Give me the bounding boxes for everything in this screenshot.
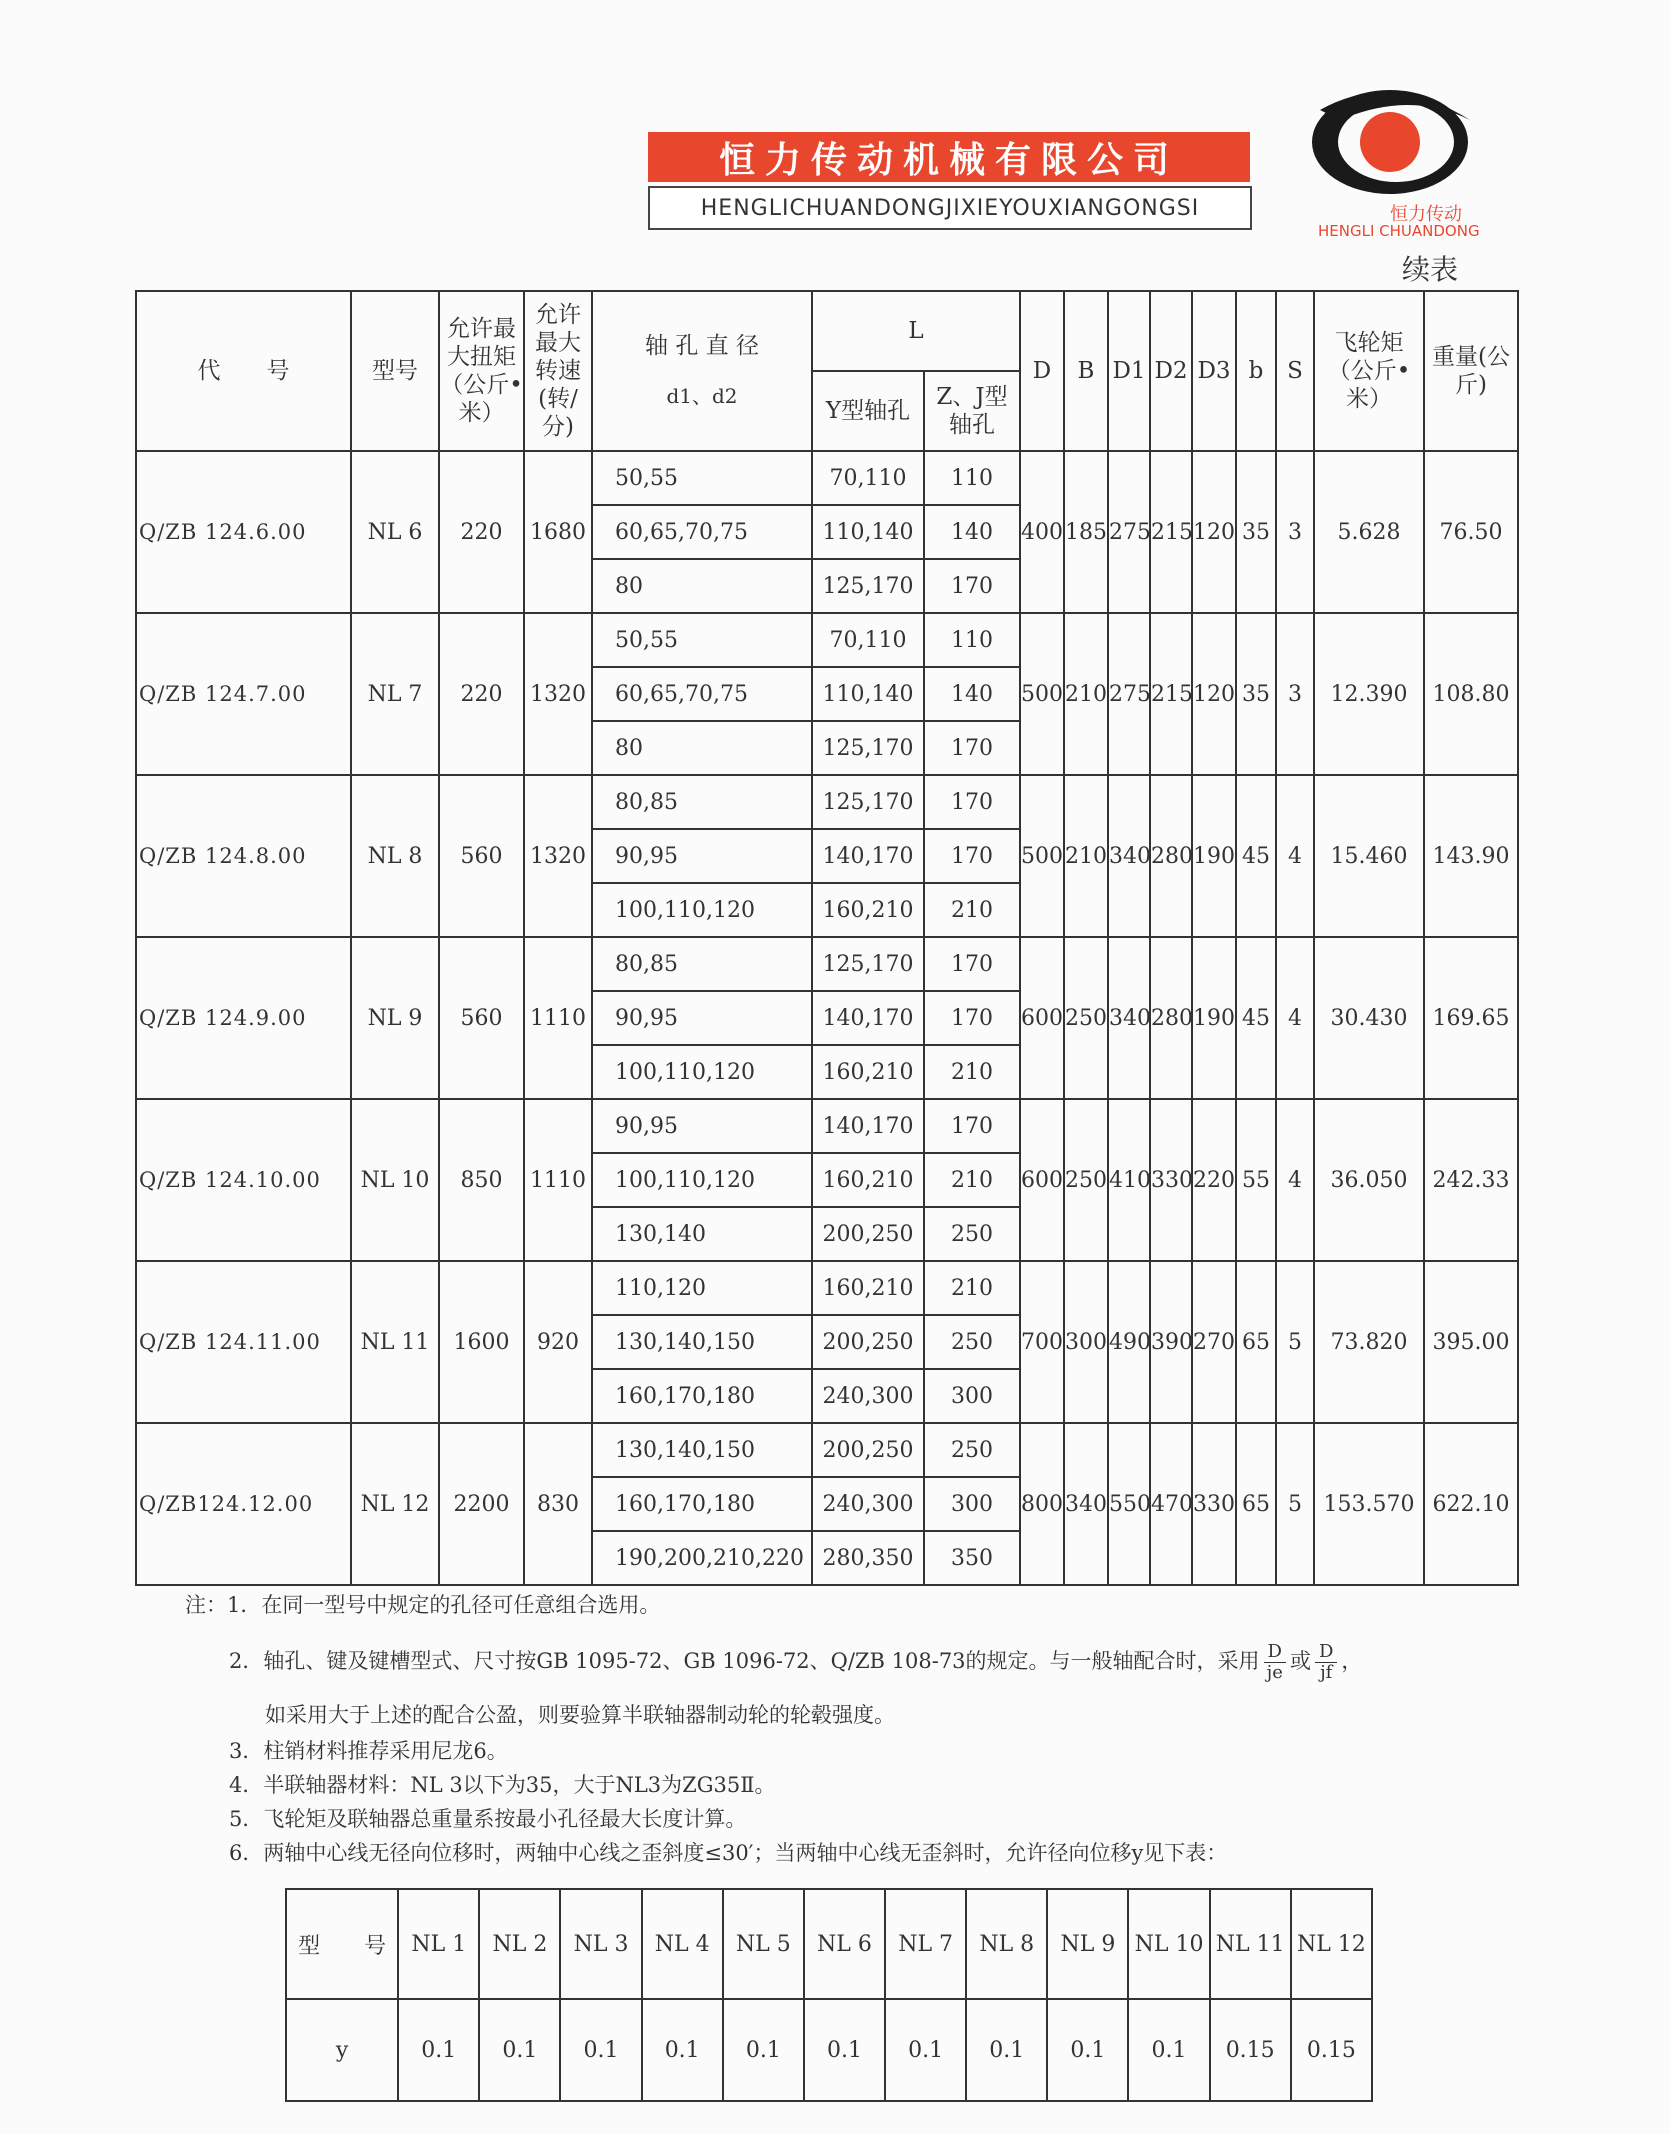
ytable-model: NL 10: [1128, 1889, 1209, 1999]
col-D1: D1: [1108, 291, 1150, 451]
ytable-model: NL 3: [560, 1889, 641, 1999]
cell-S: 5: [1276, 1423, 1314, 1585]
cell-code: Q/ZB 124.8.00: [136, 775, 351, 937]
cell-speed: 1110: [524, 937, 592, 1099]
cell-flywheel: 153.570: [1314, 1423, 1424, 1585]
cell-bore: 50,55: [592, 451, 812, 505]
col-flywheel: 飞轮矩（公斤•米）: [1314, 291, 1424, 451]
cell-bore: 160,170,180: [592, 1369, 812, 1423]
cell-D2: 280: [1150, 775, 1192, 937]
ytable-model: NL 2: [479, 1889, 560, 1999]
ytable-model: NL 11: [1210, 1889, 1291, 1999]
cell-L-zj: 210: [924, 1045, 1020, 1099]
cell-L-zj: 210: [924, 883, 1020, 937]
table-row: [136, 937, 1518, 991]
cell-B: 250: [1064, 1099, 1108, 1261]
cell-D: 500: [1020, 613, 1064, 775]
cell-L-zj: 300: [924, 1477, 1020, 1531]
ytable-value: 0.1: [1047, 1999, 1128, 2101]
cell-bore: 50,55: [592, 613, 812, 667]
cell-L-y: 160,210: [812, 1045, 924, 1099]
cell-bore: 60,65,70,75: [592, 667, 812, 721]
cell-weight: 108.80: [1424, 613, 1518, 775]
cell-L-zj: 170: [924, 559, 1020, 613]
col-speed: 允许最大转速(转/分): [524, 291, 592, 451]
cell-D3: 120: [1192, 451, 1236, 613]
cell-S: 4: [1276, 775, 1314, 937]
cell-D2: 215: [1150, 451, 1192, 613]
cell-D: 700: [1020, 1261, 1064, 1423]
cell-b: 45: [1236, 775, 1276, 937]
continued-label: 续表: [1402, 253, 1459, 286]
cell-L-zj: 300: [924, 1369, 1020, 1423]
cell-L-y: 125,170: [812, 721, 924, 775]
cell-bore: 100,110,120: [592, 1045, 812, 1099]
cell-L-y: 125,170: [812, 937, 924, 991]
cell-b: 55: [1236, 1099, 1276, 1261]
cell-D2: 280: [1150, 937, 1192, 1099]
cell-speed: 1320: [524, 613, 592, 775]
cell-L-zj: 170: [924, 775, 1020, 829]
cell-L-zj: 110: [924, 613, 1020, 667]
cell-L-y: 70,110: [812, 613, 924, 667]
note-2: 2．轴孔、键及键槽型式、尺寸按GB 1095-72、GB 1096-72、Q/ZB 108-73的规定。与一般轴配合时，采用 $\frac{D}{je}$ 或 $\frac{D}{jf}$ ，: [229, 1641, 1363, 1683]
cell-code: Q/ZB 124.6.00: [136, 451, 351, 613]
cell-flywheel: 36.050: [1314, 1099, 1424, 1261]
note-3: 3．柱销材料推荐采用尼龙6。: [229, 1739, 508, 1763]
cell-L-zj: 170: [924, 829, 1020, 883]
cell-D2: 470: [1150, 1423, 1192, 1585]
cell-model: NL 12: [351, 1423, 439, 1585]
note-2-cont: 如采用大于上述的配合公盈，则要验算半联轴器制动轮的轮毂强度。: [265, 1703, 895, 1727]
cell-B: 340: [1064, 1423, 1108, 1585]
cell-torque: 850: [439, 1099, 524, 1261]
cell-torque: 560: [439, 937, 524, 1099]
cell-L-zj: 140: [924, 505, 1020, 559]
ytable-value: 0.1: [560, 1999, 641, 2101]
col-bore-sub: d1、d2: [666, 384, 738, 408]
col-model: 型号: [351, 291, 439, 451]
ytable-value: 0.1: [804, 1999, 885, 2101]
col-code: 代 号: [136, 291, 351, 451]
cell-torque: 1600: [439, 1261, 524, 1423]
cell-L-y: 70,110: [812, 451, 924, 505]
col-weight: 重量(公斤): [1424, 291, 1518, 451]
cell-B: 250: [1064, 937, 1108, 1099]
cell-bore: 190,200,210,220: [592, 1531, 812, 1585]
radial-offset-table: [285, 1888, 1373, 2102]
col-torque: 允许最大扭矩（公斤•米）: [439, 291, 524, 451]
ytable-head-label: 型 号: [286, 1889, 398, 1999]
cell-flywheel: 5.628: [1314, 451, 1424, 613]
ytable-model: NL 4: [642, 1889, 723, 1999]
cell-D: 800: [1020, 1423, 1064, 1585]
cell-flywheel: 15.460: [1314, 775, 1424, 937]
cell-b: 35: [1236, 451, 1276, 613]
cell-bore: 60,65,70,75: [592, 505, 812, 559]
cell-bore: 80,85: [592, 775, 812, 829]
cell-S: 4: [1276, 937, 1314, 1099]
cell-bore: 130,140,150: [592, 1423, 812, 1477]
cell-L-zj: 110: [924, 451, 1020, 505]
cell-bore: 160,170,180: [592, 1477, 812, 1531]
cell-b: 65: [1236, 1423, 1276, 1585]
col-bore: [592, 291, 812, 451]
cell-L-y: 140,170: [812, 991, 924, 1045]
cell-L-y: 240,300: [812, 1477, 924, 1531]
cell-flywheel: 73.820: [1314, 1261, 1424, 1423]
company-name-en: HENGLICHUANDONGJIXIEYOUXIANGONGSI: [648, 186, 1252, 230]
cell-b: 65: [1236, 1261, 1276, 1423]
ytable-model: NL 7: [885, 1889, 966, 1999]
col-D: D: [1020, 291, 1064, 451]
cell-model: NL 6: [351, 451, 439, 613]
cell-D: 600: [1020, 1099, 1064, 1261]
cell-bore: 90,95: [592, 991, 812, 1045]
cell-bore: 80,85: [592, 937, 812, 991]
cell-code: Q/ZB 124.10.00: [136, 1099, 351, 1261]
note-4: 4．半联轴器材料：NL 3以下为35，大于NL3为ZG35Ⅱ。: [229, 1773, 776, 1797]
cell-L-zj: 170: [924, 721, 1020, 775]
cell-torque: 2200: [439, 1423, 524, 1585]
ytable-model: NL 9: [1047, 1889, 1128, 1999]
col-L-zj: Z、J型轴孔: [924, 371, 1020, 451]
cell-L-zj: 250: [924, 1315, 1020, 1369]
col-bore-title: 轴 孔 直 径: [645, 333, 759, 359]
cell-L-y: 280,350: [812, 1531, 924, 1585]
cell-D2: 215: [1150, 613, 1192, 775]
cell-bore: 130,140,150: [592, 1315, 812, 1369]
ytable-model: NL 12: [1291, 1889, 1372, 1999]
ytable-model: NL 8: [966, 1889, 1047, 1999]
cell-D3: 270: [1192, 1261, 1236, 1423]
ytable-value: 0.1: [723, 1999, 804, 2101]
ytable-y-label: y: [286, 1999, 398, 2101]
fraction-1: $\frac{D}{je}$: [1264, 1642, 1286, 1683]
fraction-2: $\frac{D}{jf}$: [1315, 1642, 1337, 1683]
cell-D: 400: [1020, 451, 1064, 613]
logo-text-en: HENGLI CHUANDONG: [1318, 222, 1480, 240]
col-b: b: [1236, 291, 1276, 451]
cell-B: 300: [1064, 1261, 1108, 1423]
ytable-value: 0.1: [479, 1999, 560, 2101]
col-D3: D3: [1192, 291, 1236, 451]
cell-bore: 90,95: [592, 829, 812, 883]
cell-L-y: 200,250: [812, 1207, 924, 1261]
cell-model: NL 10: [351, 1099, 439, 1261]
cell-D2: 330: [1150, 1099, 1192, 1261]
table-row: [136, 775, 1518, 829]
cell-weight: 76.50: [1424, 451, 1518, 613]
ytable-value: 0.1: [966, 1999, 1047, 2101]
note-2-text: 2．轴孔、键及键槽型式、尺寸按GB 1095-72、GB 1096-72、Q/ZB 108-73的规定。与一般轴配合时，采用: [229, 1649, 1260, 1673]
cell-L-y: 200,250: [812, 1423, 924, 1477]
cell-torque: 220: [439, 451, 524, 613]
cell-weight: 622.10: [1424, 1423, 1518, 1585]
cell-speed: 1110: [524, 1099, 592, 1261]
ytable-value: 0.15: [1210, 1999, 1291, 2101]
cell-L-y: 160,210: [812, 1153, 924, 1207]
cell-L-y: 160,210: [812, 1261, 924, 1315]
cell-L-y: 125,170: [812, 559, 924, 613]
cell-L-zj: 170: [924, 1099, 1020, 1153]
cell-L-zj: 210: [924, 1261, 1020, 1315]
cell-D3: 190: [1192, 937, 1236, 1099]
cell-D: 600: [1020, 937, 1064, 1099]
cell-bore: 130,140: [592, 1207, 812, 1261]
cell-S: 3: [1276, 451, 1314, 613]
company-logo-icon: [1300, 80, 1480, 210]
logo-text-cn: 恒力传动: [1390, 204, 1462, 225]
cell-D1: 340: [1108, 775, 1150, 937]
coupling-spec-table: [135, 290, 1519, 1586]
cell-D: 500: [1020, 775, 1064, 937]
cell-weight: 143.90: [1424, 775, 1518, 937]
cell-L-zj: 350: [924, 1531, 1020, 1585]
cell-D3: 190: [1192, 775, 1236, 937]
cell-L-zj: 140: [924, 667, 1020, 721]
cell-code: Q/ZB124.12.00: [136, 1423, 351, 1585]
cell-model: NL 8: [351, 775, 439, 937]
col-D2: D2: [1150, 291, 1192, 451]
cell-code: Q/ZB 124.9.00: [136, 937, 351, 1099]
cell-weight: 395.00: [1424, 1261, 1518, 1423]
note-5: 5．飞轮矩及联轴器总重量系按最小孔径最大长度计算。: [229, 1807, 747, 1831]
ytable-value: 0.1: [1128, 1999, 1209, 2101]
cell-L-zj: 250: [924, 1207, 1020, 1261]
cell-b: 35: [1236, 613, 1276, 775]
table-row: [136, 1261, 1518, 1315]
cell-bore: 110,120: [592, 1261, 812, 1315]
cell-D1: 490: [1108, 1261, 1150, 1423]
col-B: B: [1064, 291, 1108, 451]
col-L-y: Y型轴孔: [812, 371, 924, 451]
company-name-cn: 恒力传动机械有限公司: [648, 132, 1250, 182]
cell-weight: 169.65: [1424, 937, 1518, 1099]
cell-bore: 80: [592, 559, 812, 613]
cell-code: Q/ZB 124.11.00: [136, 1261, 351, 1423]
cell-B: 185: [1064, 451, 1108, 613]
note-1: 注：1．在同一型号中规定的孔径可任意组合选用。: [185, 1593, 661, 1617]
cell-D3: 220: [1192, 1099, 1236, 1261]
ytable-value: 0.1: [642, 1999, 723, 2101]
cell-L-zj: 170: [924, 991, 1020, 1045]
cell-bore: 100,110,120: [592, 1153, 812, 1207]
cell-L-y: 110,140: [812, 505, 924, 559]
ytable-value: 0.1: [398, 1999, 479, 2101]
cell-code: Q/ZB 124.7.00: [136, 613, 351, 775]
cell-S: 5: [1276, 1261, 1314, 1423]
cell-S: 4: [1276, 1099, 1314, 1261]
ytable-model: NL 1: [398, 1889, 479, 1999]
cell-L-y: 140,170: [812, 829, 924, 883]
cell-D3: 120: [1192, 613, 1236, 775]
cell-speed: 920: [524, 1261, 592, 1423]
cell-D2: 390: [1150, 1261, 1192, 1423]
cell-B: 210: [1064, 775, 1108, 937]
cell-D3: 330: [1192, 1423, 1236, 1585]
cell-bore: 100,110,120: [592, 883, 812, 937]
table-row: [136, 451, 1518, 505]
cell-L-y: 140,170: [812, 1099, 924, 1153]
ytable-model: NL 5: [723, 1889, 804, 1999]
cell-L-y: 160,210: [812, 883, 924, 937]
cell-model: NL 7: [351, 613, 439, 775]
cell-b: 45: [1236, 937, 1276, 1099]
cell-D1: 550: [1108, 1423, 1150, 1585]
cell-B: 210: [1064, 613, 1108, 775]
cell-D1: 275: [1108, 451, 1150, 613]
cell-bore: 80: [592, 721, 812, 775]
col-L: L: [812, 291, 1020, 371]
cell-D1: 275: [1108, 613, 1150, 775]
cell-D1: 410: [1108, 1099, 1150, 1261]
ytable-value: 0.1: [885, 1999, 966, 2101]
cell-L-y: 240,300: [812, 1369, 924, 1423]
page-header: [0, 0, 1670, 290]
table-row: [136, 1099, 1518, 1153]
cell-L-zj: 250: [924, 1423, 1020, 1477]
note-6: 6．两轴中心线无径向位移时，两轴中心线之歪斜度≤30′；当两轴中心线无歪斜时，允许径向位移y见下表：: [229, 1841, 1228, 1865]
table-row: [136, 1423, 1518, 1477]
cell-L-y: 125,170: [812, 775, 924, 829]
cell-speed: 1680: [524, 451, 592, 613]
ytable-model: NL 6: [804, 1889, 885, 1999]
cell-torque: 220: [439, 613, 524, 775]
cell-D1: 340: [1108, 937, 1150, 1099]
cell-weight: 242.33: [1424, 1099, 1518, 1261]
col-S: S: [1276, 291, 1314, 451]
cell-S: 3: [1276, 613, 1314, 775]
cell-L-y: 110,140: [812, 667, 924, 721]
cell-flywheel: 12.390: [1314, 613, 1424, 775]
cell-model: NL 9: [351, 937, 439, 1099]
cell-speed: 830: [524, 1423, 592, 1585]
cell-model: NL 11: [351, 1261, 439, 1423]
cell-bore: 90,95: [592, 1099, 812, 1153]
cell-L-zj: 170: [924, 937, 1020, 991]
cell-flywheel: 30.430: [1314, 937, 1424, 1099]
cell-torque: 560: [439, 775, 524, 937]
table-row: [136, 613, 1518, 667]
ytable-value: 0.15: [1291, 1999, 1372, 2101]
cell-L-zj: 210: [924, 1153, 1020, 1207]
cell-speed: 1320: [524, 775, 592, 937]
cell-L-y: 200,250: [812, 1315, 924, 1369]
